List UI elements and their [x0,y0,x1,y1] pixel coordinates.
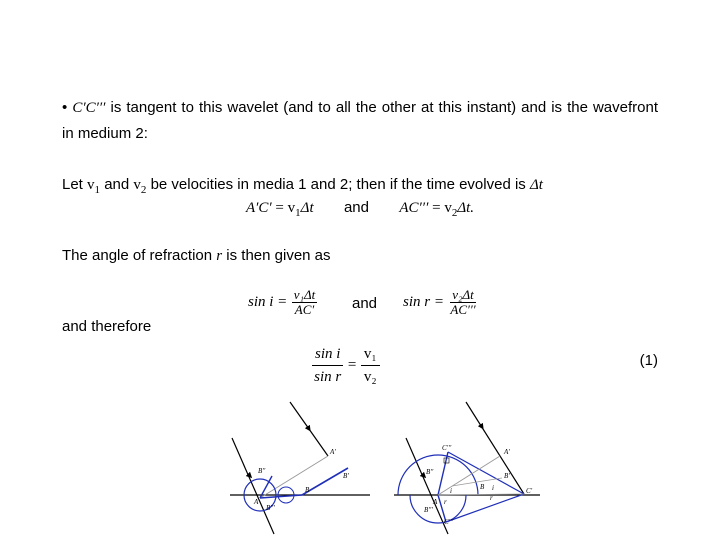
r-symbol: r [216,248,223,264]
wavefront-incident [260,456,328,498]
label-b-trp: B′′′ [266,504,275,512]
paragraph-text: is tangent to this wavelet (and to all the other at this instant) and is the wavefront in medium 2: [62,99,658,142]
text: be velocities in media 1 and 2; then if the time evolved is [146,176,530,193]
v1-subscript: 1 [94,184,101,196]
diagram-right [394,402,540,534]
text: Let [62,176,88,193]
fraction-right [448,288,477,317]
eq-left-lhs: A′C′ [245,200,272,216]
v2-subscript: 2 [140,184,147,196]
numerator: v₁ [361,343,380,366]
numerator: v₂Δt [452,287,474,302]
eq-right-lhs: AC′′′ [399,200,429,216]
numerator: v₁Δt [293,287,316,302]
label-b-prime: B′ [343,472,349,480]
eq-right-rhs: = v [428,200,452,216]
label-b-trp: B′′′ [424,506,433,514]
label-a: A [254,498,259,506]
label-b-dbl: B′′ [426,468,434,476]
denominator: AC′′′ [450,302,476,317]
refraction-diagram [222,396,542,540]
sin-r: sin r = [403,294,444,310]
label-b-dbl: B′′ [258,467,266,475]
text: and [100,176,134,193]
label-c-trp-bot: C′′′ [444,518,454,526]
denominator: sin r [314,369,342,385]
wavelet-upper [398,455,478,495]
label-i: i [450,487,452,495]
label-a-prime: A′ [504,448,510,456]
fraction-sines [312,343,343,388]
ray-a [406,438,448,534]
paragraph-angle [62,243,658,269]
numerator: sin i [312,343,343,366]
label-i-2: i [492,484,494,492]
eq-right-sub: 2 [451,207,458,219]
v1: v [87,177,95,193]
bullet: • [62,99,68,116]
label-a-prime: A′ [330,448,336,456]
diagram-left [230,402,370,534]
eq-left-rhs: = v [271,200,296,216]
label-c-prime: C′ [526,487,533,495]
denominator: AC′ [294,302,315,317]
sin-i: sin i = [248,294,288,310]
eq-and: and [352,295,378,312]
denominator: v₂ [363,369,377,385]
eq-left-sub: 1 [295,207,301,219]
equation-distances [0,195,720,226]
eq-right-tail: Δt. [457,200,475,216]
label-c-trp-top: C′′′ [442,444,452,452]
paragraph-wavefront [62,95,658,147]
paragraph-therefore [62,314,658,340]
text: and therefore [62,318,152,335]
delta-t: Δt [529,177,543,193]
wavelet-lower [410,495,466,523]
label-b: B [305,486,310,494]
fraction-velocities [361,343,380,388]
fraction-left [292,288,318,317]
eq-and: and [343,199,369,216]
label-b: B [480,483,485,491]
v2: v [133,177,141,193]
label-a: A [433,498,438,506]
ray-a [232,438,274,534]
equals: = [347,357,357,373]
eq-left-tail: Δt [300,200,314,216]
label-b-prime: B′ [504,472,510,480]
label-r: r [444,498,447,506]
text: is then given as [222,247,331,264]
equation-snell [0,343,720,389]
equation-number: (1) [639,352,658,369]
symbol-ccc: C′C′′′ [72,100,106,116]
label-r-2: r [490,494,493,502]
text: The angle of refraction [62,247,217,264]
